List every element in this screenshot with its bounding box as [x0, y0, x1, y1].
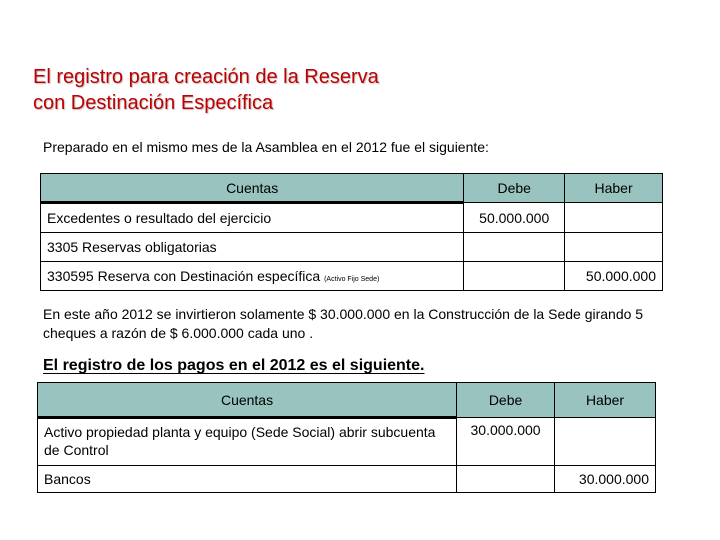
header-debe: Debe [464, 174, 565, 203]
table-header-row [38, 383, 656, 418]
header-debe: Debe [457, 383, 555, 418]
row-debe [464, 262, 565, 291]
title-line-1: El registro para creación de la Reserva [33, 66, 379, 88]
row-cuenta-label: 330595 Reserva con Destinación específica [47, 268, 321, 284]
header-cuentas: Cuentas [38, 383, 457, 418]
row-debe: 50.000.000 [464, 203, 565, 233]
page-title [33, 64, 693, 116]
row-debe [464, 233, 565, 262]
ledger-table-pagos [37, 382, 656, 493]
table-row [41, 233, 663, 262]
header-haber: Haber [555, 383, 656, 418]
row-haber [555, 418, 656, 466]
section-subtitle: El registro de los pagos en el 2012 es el siguiente. [43, 357, 425, 374]
header-haber: Haber [565, 174, 663, 203]
table-row [38, 466, 656, 493]
table-row [41, 262, 663, 291]
row-debe: 30.000.000 [457, 418, 555, 466]
row-haber [565, 203, 663, 233]
row-cuenta: Bancos [38, 466, 457, 493]
row-haber: 50.000.000 [565, 262, 663, 291]
ledger-table-reserva [40, 173, 663, 291]
row-cuenta-note: (Activo Fijo Sede) [324, 276, 380, 283]
row-cuenta [41, 262, 464, 291]
row-haber: 30.000.000 [555, 466, 656, 493]
header-cuentas: Cuentas [41, 174, 464, 203]
investment-paragraph: En este año 2012 se invirtieron solamente $ 30.000.000 en la Construcción de la Sede girando 5 cheques a razón de $ 6.000.000 cada uno . [43, 306, 644, 341]
intro-text: Preparado en el mismo mes de la Asamblea en el 2012 fue el siguiente: [43, 139, 489, 155]
table-row [41, 203, 663, 233]
title-line-2: con Destinación Específica [33, 92, 274, 114]
row-cuenta: Activo propiedad planta y equipo (Sede Social) abrir subcuenta de Control [38, 418, 457, 466]
row-haber [565, 233, 663, 262]
table-row [38, 418, 656, 466]
row-debe [457, 466, 555, 493]
row-cuenta: 3305 Reservas obligatorias [41, 233, 464, 262]
table-header-row [41, 174, 663, 203]
row-cuenta: Excedentes o resultado del ejercicio [41, 203, 464, 233]
